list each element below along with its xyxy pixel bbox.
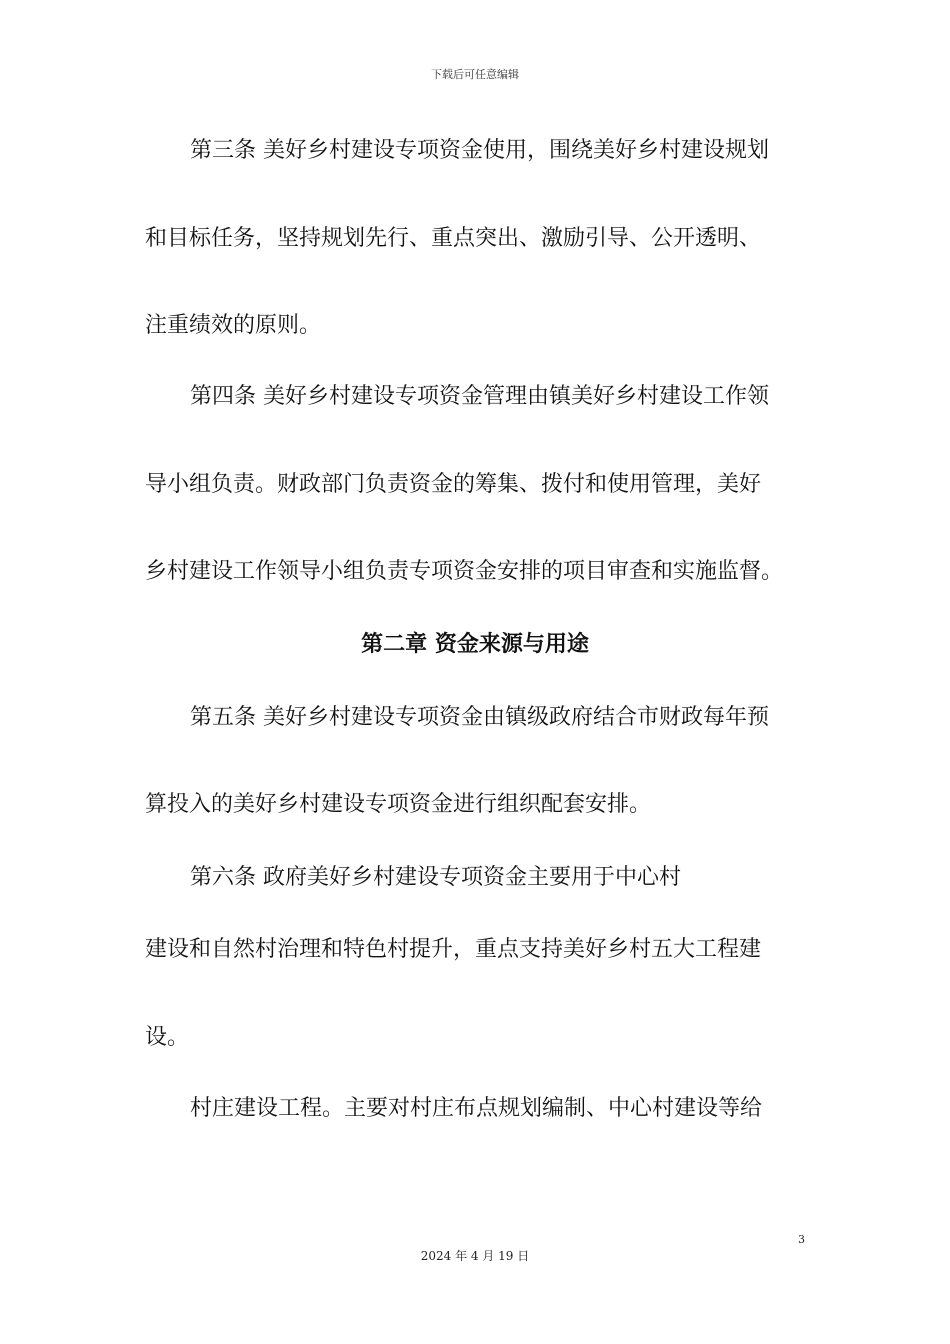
paragraph-line: 乡村建设工作领导小组负责专项资金安排的项目审查和实施监督。 [145, 559, 784, 584]
paragraph-line: 注重绩效的原则。 [145, 313, 322, 338]
paragraph-line: 第三条 美好乡村建设专项资金使用，围绕美好乡村建设规划 [190, 138, 769, 163]
paragraph-line: 导小组负责。财政部门负责资金的筹集、拨付和使用管理，美好 [145, 472, 762, 497]
paragraph-line: 建设和自然村治理和特色村提升，重点支持美好乡村五大工程建 [145, 937, 762, 962]
paragraph-line: 算投入的美好乡村建设专项资金进行组织配套安排。 [145, 792, 652, 817]
paragraph-line: 设。 [145, 1025, 190, 1050]
paragraph-line: 第四条 美好乡村建设专项资金管理由镇美好乡村建设工作领 [190, 384, 769, 409]
chapter-heading: 第二章 资金来源与用途 [361, 632, 589, 657]
paragraph-line: 村庄建设工程。主要对村庄布点规划编制、中心村建设等给 [190, 1096, 763, 1121]
paragraph-line: 第六条 政府美好乡村建设专项资金主要用于中心村 [190, 865, 681, 890]
footer-date: 2024 年 4 月 19 日 [420, 1249, 530, 1263]
paragraph-line: 第五条 美好乡村建设专项资金由镇级政府结合市财政每年预 [190, 705, 769, 730]
paragraph-line: 和目标任务，坚持规划先行、重点突出、激励引导、公开透明、 [145, 226, 762, 251]
page-number: 3 [798, 1233, 805, 1246]
header-note: 下载后可任意编辑 [431, 68, 519, 81]
